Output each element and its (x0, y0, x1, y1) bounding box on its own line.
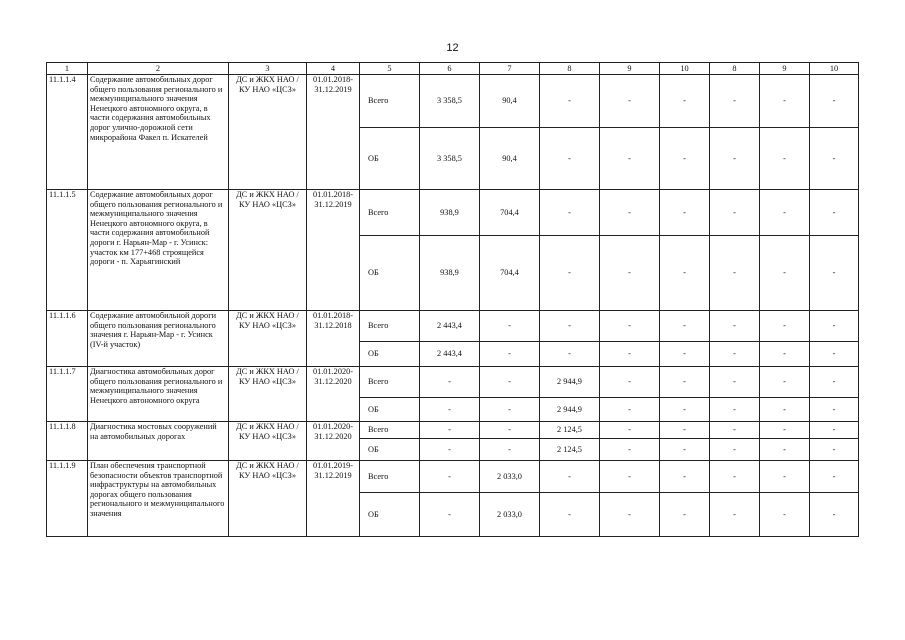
activity-name: План обеспечения транспортной безопасности объектов транспортной инфраструктуры на автомобильных дорогах общего пользования регионального и межмуниципального значения (88, 461, 229, 537)
value-cell: - (420, 493, 480, 537)
value-cell: 2 443,4 (420, 311, 480, 342)
table-row (47, 311, 859, 342)
value-cell: - (600, 311, 660, 342)
funding-source: ОБ (360, 128, 420, 190)
row-code: 11.1.1.7 (47, 367, 88, 422)
column-header: 3 (229, 63, 307, 75)
value-cell: - (540, 236, 600, 311)
page-number: 12 (446, 42, 459, 54)
column-header: 6 (420, 63, 480, 75)
table-row (47, 75, 859, 128)
value-cell: - (810, 311, 859, 342)
column-header: 9 (600, 63, 660, 75)
value-cell: - (480, 342, 540, 367)
period: 01.01.2020-31.12.2020 (307, 422, 360, 461)
executor: ДС и ЖКХ НАО / КУ НАО «ЦСЗ» (229, 311, 307, 367)
value-cell: - (760, 422, 810, 439)
funding-source: ОБ (360, 342, 420, 367)
column-header: 8 (540, 63, 600, 75)
column-header: 10 (810, 63, 859, 75)
program-activities-table (46, 62, 859, 537)
table-row (47, 190, 859, 236)
value-cell: - (760, 398, 810, 422)
table-row (47, 367, 859, 398)
funding-source: Всего (360, 367, 420, 398)
value-cell: 938,9 (420, 190, 480, 236)
period: 01.01.2018-31.12.2019 (307, 190, 360, 311)
value-cell: - (710, 190, 760, 236)
value-cell: - (600, 236, 660, 311)
funding-source: Всего (360, 422, 420, 439)
value-cell: - (540, 128, 600, 190)
column-header: 1 (47, 63, 88, 75)
value-cell: - (760, 128, 810, 190)
value-cell: - (660, 493, 710, 537)
row-code: 11.1.1.9 (47, 461, 88, 537)
value-cell: - (660, 422, 710, 439)
column-header: 4 (307, 63, 360, 75)
value-cell: - (710, 342, 760, 367)
value-cell: - (710, 398, 760, 422)
value-cell: - (760, 311, 810, 342)
value-cell: - (540, 461, 600, 493)
value-cell: - (710, 422, 760, 439)
value-cell: - (810, 422, 859, 439)
value-cell: - (660, 236, 710, 311)
value-cell: - (810, 439, 859, 461)
value-cell: - (480, 439, 540, 461)
value-cell: - (600, 342, 660, 367)
period: 01.01.2018-31.12.2018 (307, 311, 360, 367)
value-cell: - (420, 439, 480, 461)
value-cell: - (710, 75, 760, 128)
value-cell: - (540, 342, 600, 367)
value-cell: - (660, 128, 710, 190)
value-cell: - (600, 493, 660, 537)
value-cell: 2 443,4 (420, 342, 480, 367)
value-cell: - (660, 342, 710, 367)
activity-name: Содержание автомобильных дорог общего пользования регионального и межмуниципального значения Ненецкого автономного округа, в части содержания автомобильной дороги г. Нарьян-Мар - г. Усинск: участок км 177+468 строящейся дороги - п. Харьягинский (88, 190, 229, 311)
column-header: 10 (660, 63, 710, 75)
value-cell: - (760, 342, 810, 367)
value-cell: - (710, 367, 760, 398)
value-cell: - (540, 190, 600, 236)
value-cell: - (760, 75, 810, 128)
value-cell: 90,4 (480, 75, 540, 128)
value-cell: 2 033,0 (480, 493, 540, 537)
value-cell: 2 124,5 (540, 422, 600, 439)
value-cell: - (660, 367, 710, 398)
value-cell: - (760, 236, 810, 311)
value-cell: - (810, 190, 859, 236)
row-code: 11.1.1.4 (47, 75, 88, 190)
funding-source: Всего (360, 461, 420, 493)
value-cell: - (810, 128, 859, 190)
value-cell: - (420, 398, 480, 422)
value-cell: 2 944,9 (540, 367, 600, 398)
value-cell: - (540, 493, 600, 537)
column-header: 5 (360, 63, 420, 75)
funding-source: Всего (360, 75, 420, 128)
value-cell: 2 033,0 (480, 461, 540, 493)
executor: ДС и ЖКХ НАО / КУ НАО «ЦСЗ» (229, 190, 307, 311)
value-cell: 938,9 (420, 236, 480, 311)
value-cell: - (600, 461, 660, 493)
period: 01.01.2020-31.12.2020 (307, 367, 360, 422)
funding-source: ОБ (360, 439, 420, 461)
period: 01.01.2018-31.12.2019 (307, 75, 360, 190)
value-cell: - (760, 190, 810, 236)
value-cell: - (600, 398, 660, 422)
row-code: 11.1.1.6 (47, 311, 88, 367)
value-cell: - (810, 461, 859, 493)
activity-name: Диагностика мостовых сооружений на автомобильных дорогах (88, 422, 229, 461)
value-cell: - (660, 398, 710, 422)
value-cell: - (810, 236, 859, 311)
value-cell: - (760, 461, 810, 493)
executor: ДС и ЖКХ НАО / КУ НАО «ЦСЗ» (229, 461, 307, 537)
value-cell: - (710, 311, 760, 342)
value-cell: 704,4 (480, 190, 540, 236)
activity-name: Содержание автомобильных дорог общего пользования регионального и межмуниципального значения Ненецкого автономного округа, в части содержания автомобильных дорог улично-дорожной сети микрорайона Факел п. Искателей (88, 75, 229, 190)
row-code: 11.1.1.5 (47, 190, 88, 311)
value-cell: - (710, 439, 760, 461)
value-cell: - (810, 342, 859, 367)
value-cell: - (600, 439, 660, 461)
column-header: 9 (760, 63, 810, 75)
column-header: 7 (480, 63, 540, 75)
table-row (47, 461, 859, 493)
value-cell: 2 124,5 (540, 439, 600, 461)
value-cell: 704,4 (480, 236, 540, 311)
value-cell: - (420, 461, 480, 493)
value-cell: - (600, 367, 660, 398)
value-cell: - (760, 493, 810, 537)
value-cell: 3 358,5 (420, 75, 480, 128)
value-cell: - (540, 311, 600, 342)
value-cell: - (600, 75, 660, 128)
executor: ДС и ЖКХ НАО / КУ НАО «ЦСЗ» (229, 367, 307, 422)
value-cell: - (710, 128, 760, 190)
value-cell: - (540, 75, 600, 128)
executor: ДС и ЖКХ НАО / КУ НАО «ЦСЗ» (229, 75, 307, 190)
value-cell: - (760, 367, 810, 398)
value-cell: - (420, 422, 480, 439)
value-cell: - (660, 311, 710, 342)
value-cell: 3 358,5 (420, 128, 480, 190)
value-cell: - (710, 461, 760, 493)
table-header-row (47, 63, 859, 75)
value-cell: - (810, 398, 859, 422)
value-cell: 90,4 (480, 128, 540, 190)
period: 01.01.2019-31.12.2019 (307, 461, 360, 537)
value-cell: - (660, 190, 710, 236)
value-cell: - (810, 493, 859, 537)
funding-source: ОБ (360, 493, 420, 537)
value-cell: - (600, 190, 660, 236)
value-cell: - (660, 75, 710, 128)
funding-source: ОБ (360, 398, 420, 422)
value-cell: - (480, 398, 540, 422)
value-cell: 2 944,9 (540, 398, 600, 422)
value-cell: - (480, 422, 540, 439)
executor: ДС и ЖКХ НАО / КУ НАО «ЦСЗ» (229, 422, 307, 461)
value-cell: - (600, 128, 660, 190)
value-cell: - (480, 311, 540, 342)
value-cell: - (420, 367, 480, 398)
funding-source: Всего (360, 190, 420, 236)
funding-source: Всего (360, 311, 420, 342)
table-row (47, 422, 859, 439)
value-cell: - (810, 367, 859, 398)
activity-name: Содержание автомобильной дороги общего пользования регионального значения г. Нарьян-Мар - г. Усинск (IV-й участок) (88, 311, 229, 367)
value-cell: - (710, 236, 760, 311)
value-cell: - (660, 439, 710, 461)
activity-name: Диагностика автомобильных дорог общего пользования регионального и межмуниципального значения Ненецкого автономного округа (88, 367, 229, 422)
value-cell: - (710, 493, 760, 537)
value-cell: - (480, 367, 540, 398)
value-cell: - (660, 461, 710, 493)
funding-source: ОБ (360, 236, 420, 311)
value-cell: - (760, 439, 810, 461)
value-cell: - (810, 75, 859, 128)
value-cell: - (600, 422, 660, 439)
column-header: 8 (710, 63, 760, 75)
row-code: 11.1.1.8 (47, 422, 88, 461)
column-header: 2 (88, 63, 229, 75)
